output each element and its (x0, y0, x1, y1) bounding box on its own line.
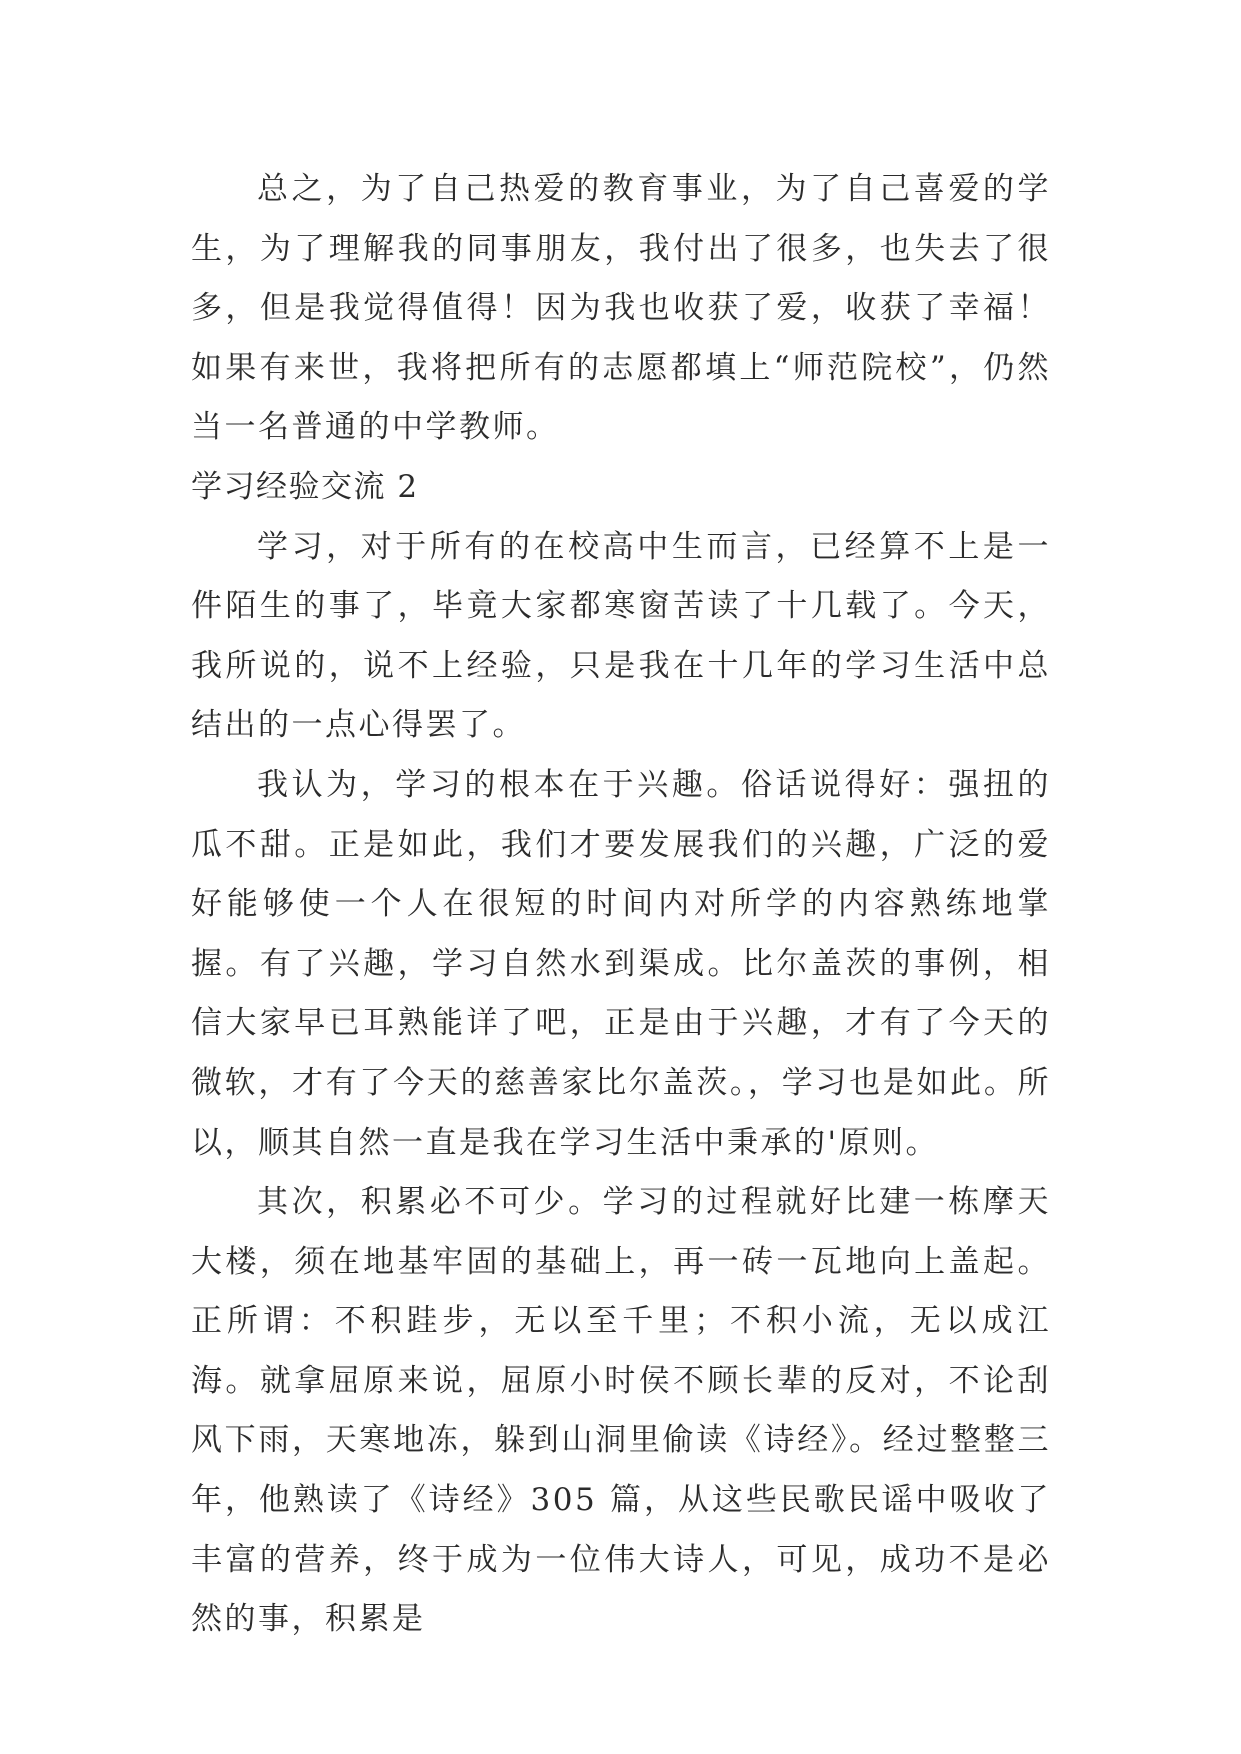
section-heading: 学习经验交流 2 (191, 468, 419, 505)
paragraph-accumulation: 其次，积累必不可少。学习的过程就好比建一栋摩天大楼，须在地基牢固的基础上，再一砖一瓦地向上盖起。正所谓：不积跬步，无以至千里；不积小流，无以成江海。就拿屈原来说，屈原小时侯不顾长辈的反对，不论刮风下雨，天寒地冻，躲到山洞里偷读《诗经》。经过整整三年，他熟读了《诗经》305 篇，从这些民歌民谣中吸收了丰富的营养，终于成为一位伟大诗人，可见，成功不是必然的事，积累是 (191, 1184, 1051, 1638)
paragraph-conclusion: 总之，为了自己热爱的教育事业，为了自己喜爱的学生，为了理解我的同事朋友，我付出了很多，也失去了很多，但是我觉得值得！因为我也收获了爱，收获了幸福！如果有来世，我将把所有的志愿都填上“师范院校”，仍然当一名普通的中学教师。 (191, 171, 1051, 446)
paragraph-interest: 我认为，学习的根本在于兴趣。俗话说得好：强扭的瓜不甜。正是如此，我们才要发展我们的兴趣，广泛的爱好能够使一个人在很短的时间内对所学的内容熟练地掌握。有了兴趣，学习自然水到渠成。比尔盖茨的事例，相信大家早已耳熟能详了吧，正是由于兴趣，才有了今天的微软，才有了今天的慈善家比尔盖茨。，学习也是如此。所以，顺其自然一直是我在学习生活中秉承的'原则。 (191, 766, 1051, 1161)
document-body (191, 160, 1051, 1650)
paragraph-intro: 学习，对于所有的在校高中生而言，已经算不上是一件陌生的事了，毕竟大家都寒窗苦读了十几载了。今天，我所说的，说不上经验，只是我在十几年的学习生活中总结出的一点心得罢了。 (191, 528, 1051, 744)
